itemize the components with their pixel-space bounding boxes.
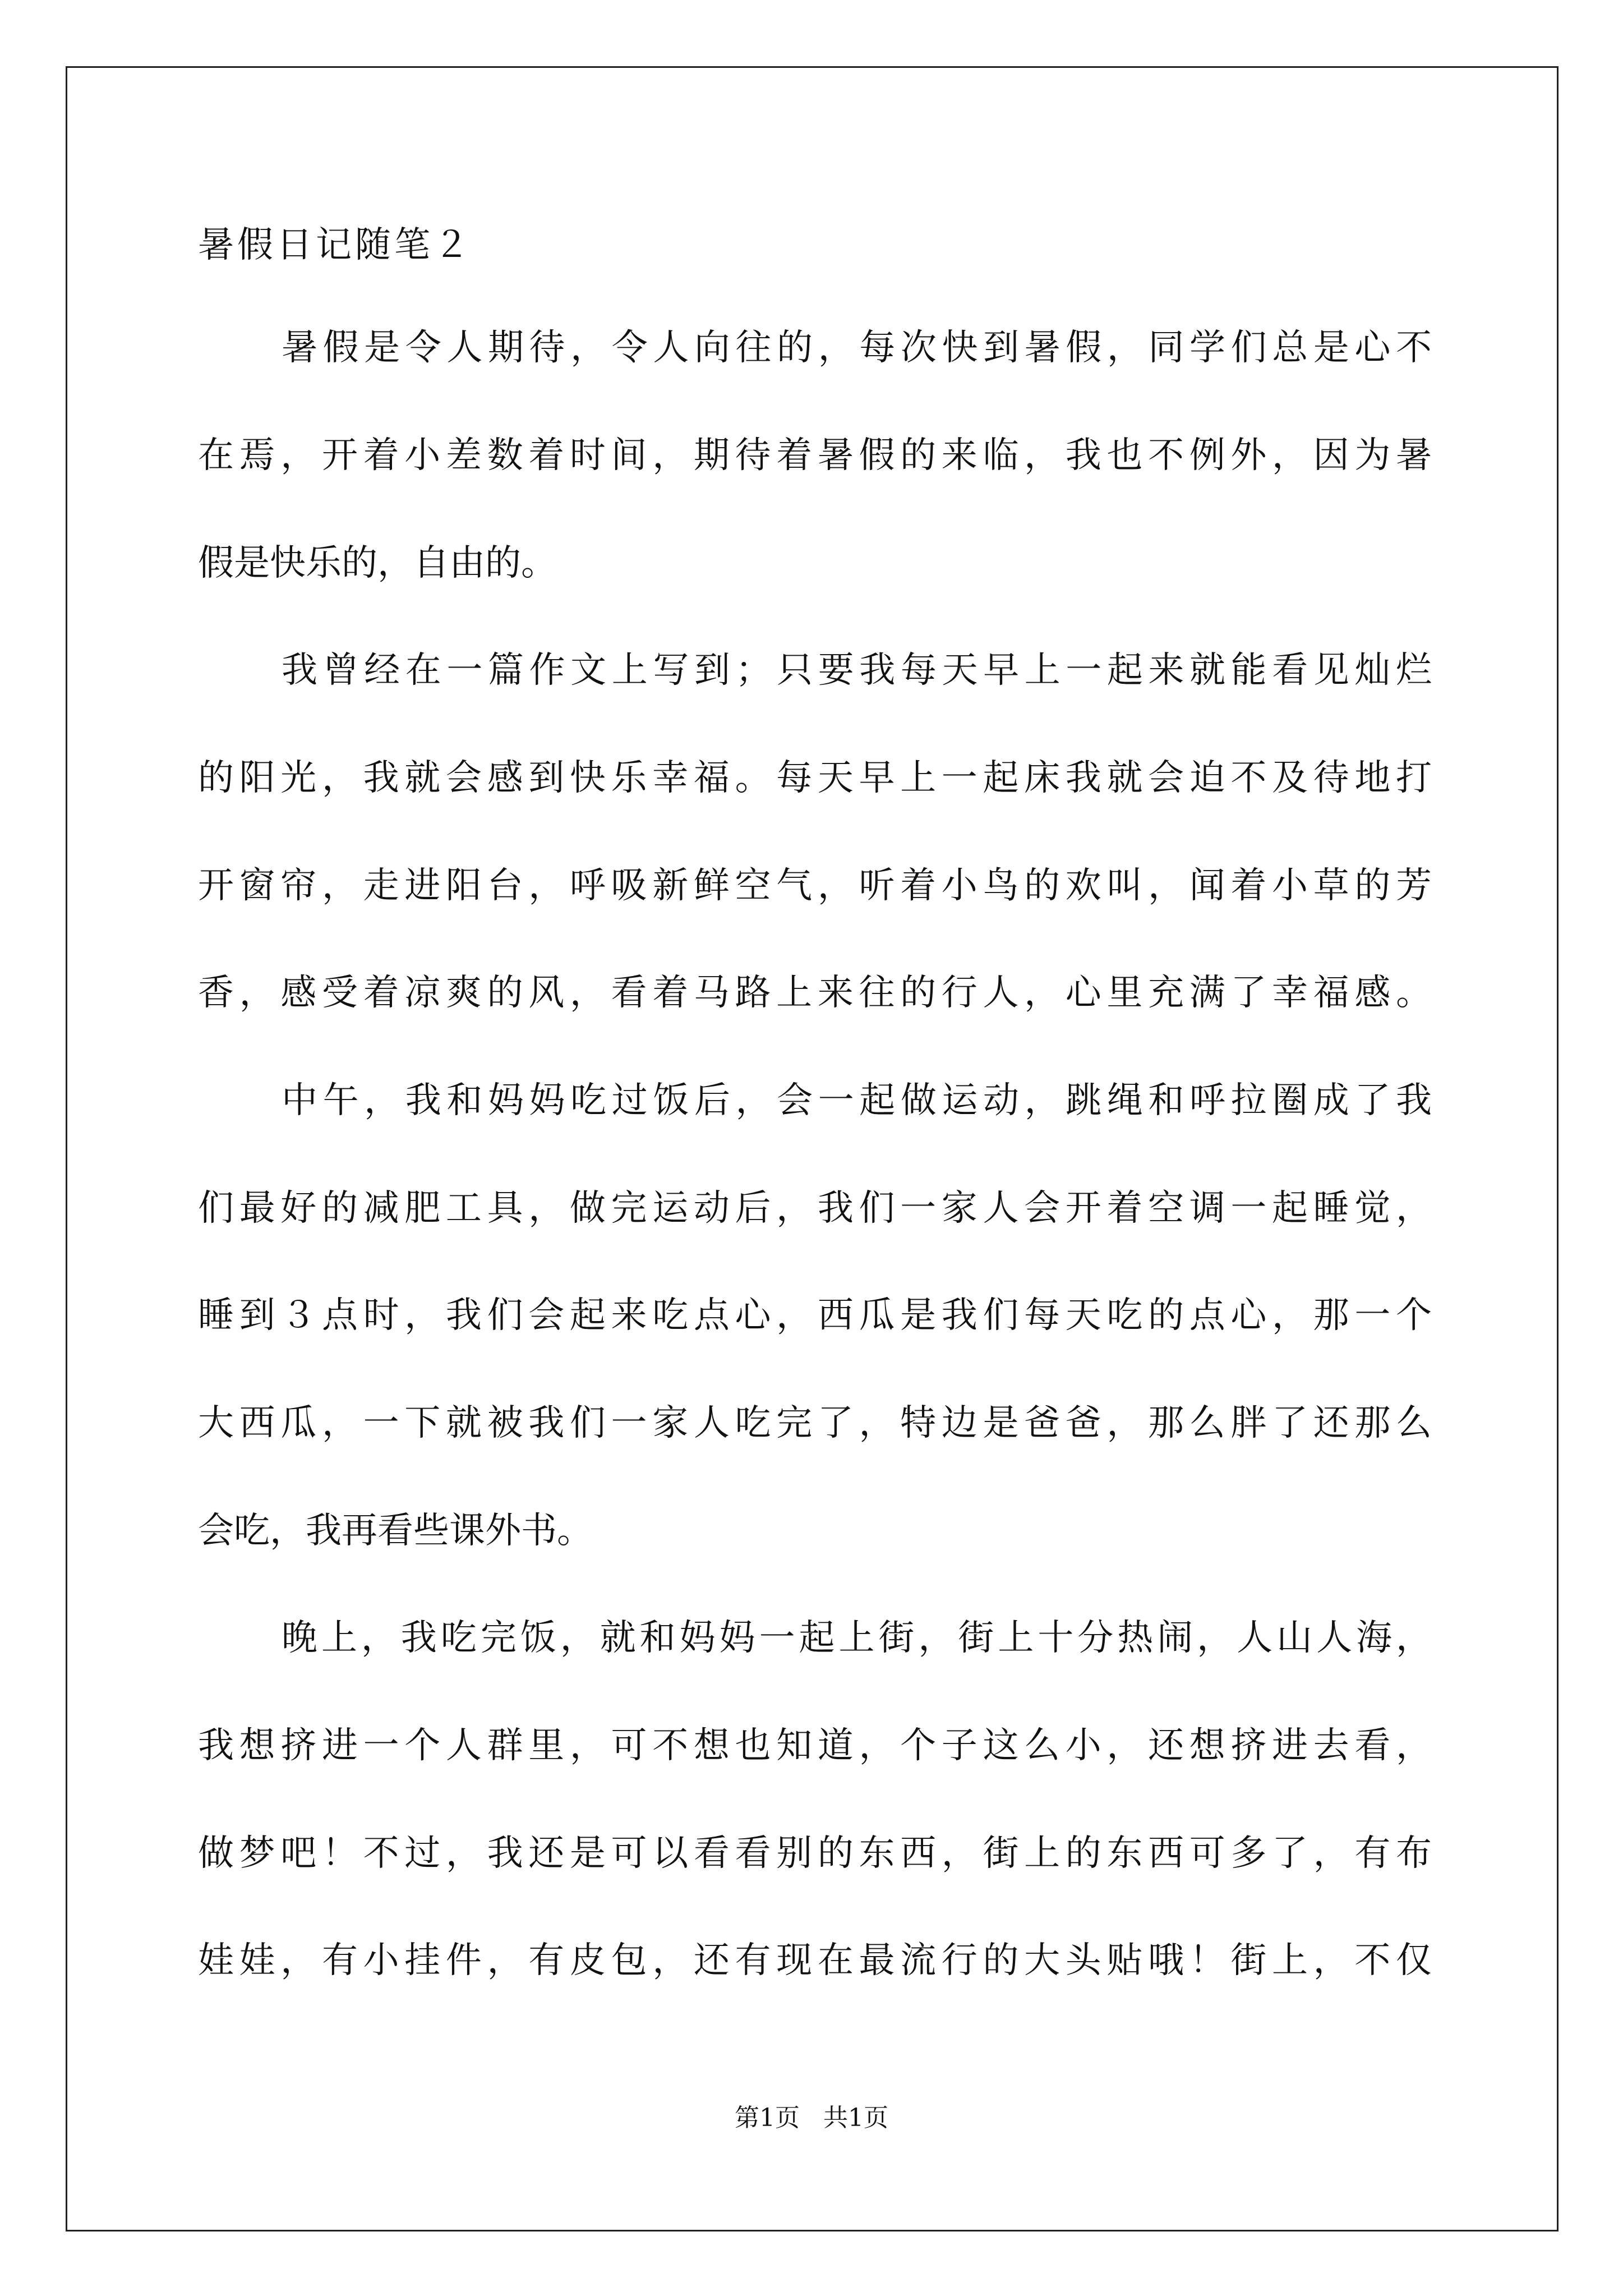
paragraph-4-line-1: 晚上，我吃完饭，就和妈妈一起上街，街上十分热闹，人山人海， — [282, 1617, 1432, 1659]
paragraph-1-line-1: 暑假是令人期待，令人向往的，每次快到暑假，同学们总是心不 — [282, 327, 1432, 369]
paragraph-2-line-4: 香，感受着凉爽的风，看着马路上来往的行人，心里充满了幸福感。 — [198, 972, 1432, 1014]
page-number-footer: 第1页 共1页 — [735, 2104, 888, 2132]
paragraph-1-line-3: 假是快乐的，自由的。 — [198, 542, 557, 584]
paragraph-3-line-2: 们最好的减肥工具，做完运动后，我们一家人会开着空调一起睡觉， — [198, 1188, 1432, 1229]
paragraph-3-line-1: 中午，我和妈妈吃过饭后，会一起做运动，跳绳和呼拉圈成了我 — [282, 1080, 1432, 1121]
paragraph-4-line-4: 娃娃，有小挂件，有皮包，还有现在最流行的大头贴哦！街上，不仅 — [198, 1940, 1432, 1981]
paragraph-1-line-2: 在焉，开着小差数着时间，期待着暑假的来临，我也不例外，因为暑 — [198, 435, 1432, 476]
page-border — [66, 66, 1559, 2231]
paragraph-2-line-1: 我曾经在一篇作文上写到；只要我每天早上一起来就能看见灿烂 — [282, 650, 1432, 691]
paragraph-2-line-3: 开窗帘，走进阳台，呼吸新鲜空气，听着小鸟的欢叫，闻着小草的芳 — [198, 865, 1432, 907]
paragraph-3-line-4: 大西瓜，一下就被我们一家人吃完了，特边是爸爸，那么胖了还那么 — [198, 1402, 1432, 1444]
paragraph-3-line-3: 睡到３点时，我们会起来吃点心，西瓜是我们每天吃的点心，那一个 — [198, 1295, 1432, 1336]
paragraph-2-line-2: 的阳光，我就会感到快乐幸福。每天早上一起床我就会迫不及待地打 — [198, 757, 1432, 799]
paragraph-4-line-2: 我想挤进一个人群里，可不想也知道，个子这么小，还想挤进去看， — [198, 1725, 1432, 1766]
paragraph-3-line-5: 会吃，我再看些课外书。 — [198, 1510, 593, 1552]
document-title: 暑假日记随笔２ — [198, 224, 473, 266]
paragraph-4-line-3: 做梦吧！不过，我还是可以看看别的东西，街上的东西可多了，有布 — [198, 1833, 1432, 1874]
